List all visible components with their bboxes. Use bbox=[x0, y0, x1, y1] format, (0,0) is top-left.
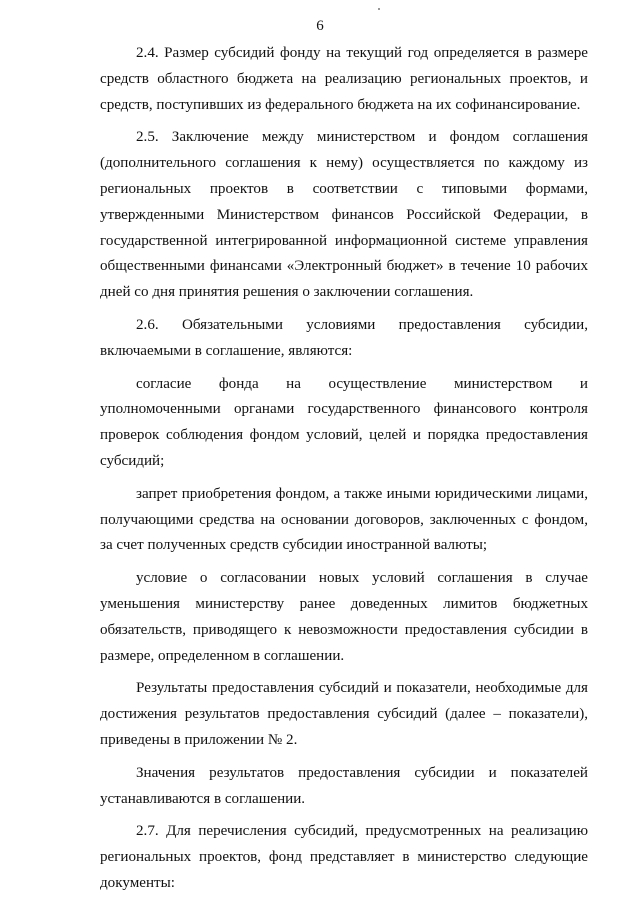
condition-limits-reduction: условие о согласовании новых условий соглашения в случае уменьшения министерству ранее доведенных лимитов бюджетных обязательств, приводящего к невозможности предоставления субсидии в размере, определенном в соглашении. bbox=[100, 570, 588, 664]
paragraph-2-6: 2.6. Обязательными условиями предоставления субсидии, включаемыми в соглашение, являются: bbox=[100, 316, 588, 359]
paragraph-results-indicators: Результаты предоставления субсидий и показатели, необходимые для достижения результатов предоставления субсидий (далее – показатели), приведены в приложении № 2. bbox=[100, 680, 588, 748]
page-number: 6 bbox=[316, 18, 324, 34]
paragraph-2-5: 2.5. Заключение между министерством и фондом соглашения (дополнительного соглашения к нему) осуществляется по каждому из региональных проектов в соответствии с типовыми формами, утвержденными Министерством финансов Российской Федерации, в государственной интегрированной информационной системе управления общественными финансами «Электронный бюджет» в течение 10 рабочих дней со дня принятия решения о заключении соглашения. bbox=[100, 129, 588, 301]
document-body bbox=[100, 41, 588, 897]
condition-currency-ban: запрет приобретения фондом, а также иными юридическими лицами, получающими средства на основании договоров, заключенных с фондом, за счет полученных средств субсидии иностранной валюты; bbox=[100, 485, 588, 554]
scan-speck bbox=[378, 8, 380, 10]
condition-consent-inspection: согласие фонда на осуществление министерством и уполномоченными органами государственного финансового контроля проверок соблюдения фондом условий, целей и порядка предоставления субсидий; bbox=[100, 375, 588, 469]
paragraph-2-7: 2.7. Для перечисления субсидий, предусмотренных на реализацию региональных проектов, фонд представляет в министерство следующие документы: bbox=[100, 823, 588, 891]
paragraph-values-in-agreement: Значения результатов предоставления субсидии и показателей устанавливаются в соглашении. bbox=[100, 764, 588, 807]
paragraph-2-4: 2.4. Размер субсидий фонду на текущий год определяется в размере средств областного бюджета на реализацию региональных проектов, и средств, поступивших из федерального бюджета на их софинансирование. bbox=[100, 45, 588, 113]
